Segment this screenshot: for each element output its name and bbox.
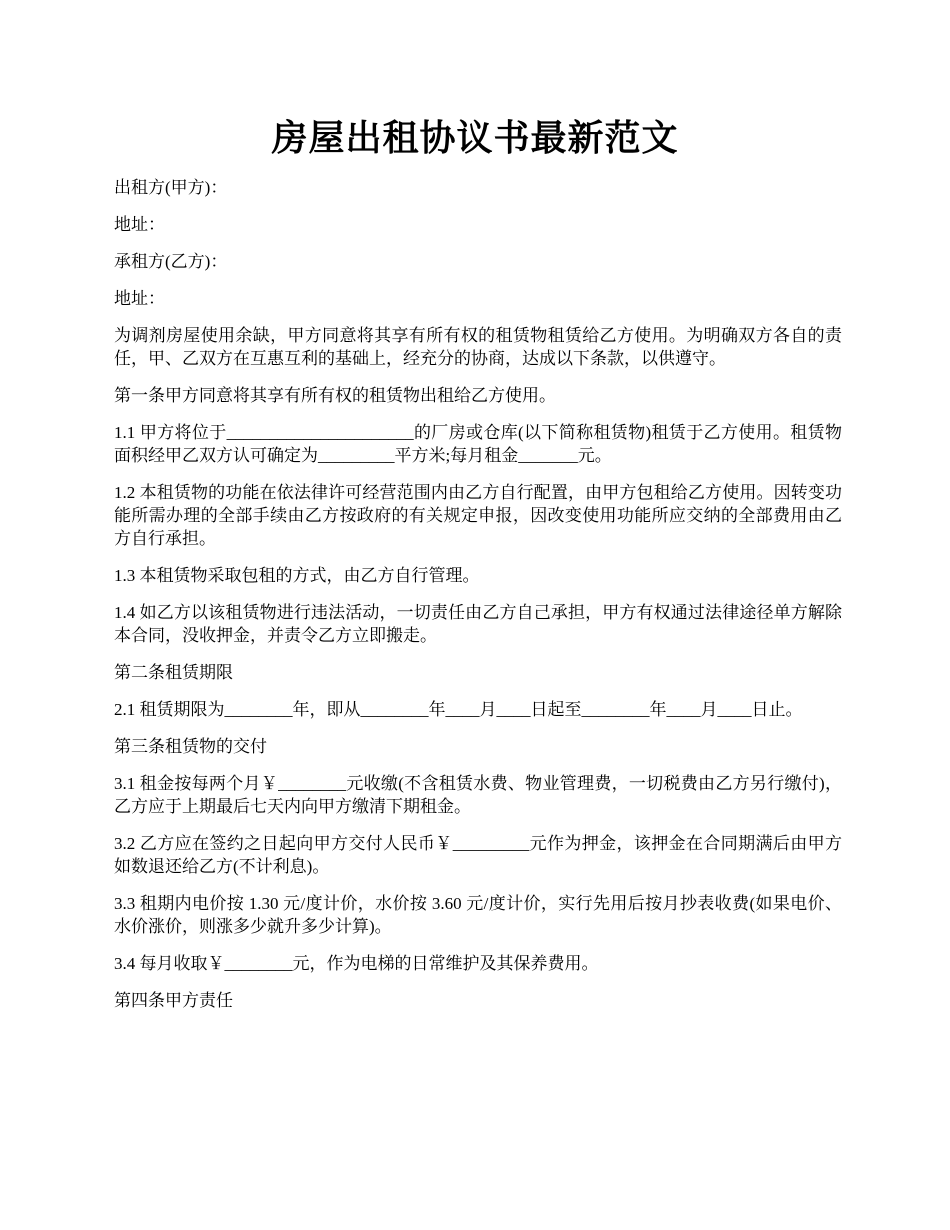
document-body [114, 176, 842, 1026]
clause-3-1: 3.1 租金按每两个月￥________元收缴(不含租赁水费、物业管理费，一切税费由乙方另行缴付)，乙方应于上期最后七天内向甲方缴清下期租金。 [114, 774, 842, 816]
lessee-label: 承租方(乙方)： [114, 252, 228, 271]
clause-1-1: 1.1 甲方将位于______________________的厂房或仓库(以下简称租赁物)租赁于乙方使用。租赁物面积经甲乙双方认可确定为_________平方米;每月租金_______元。 [114, 423, 842, 465]
clause-3-2: 3.2 乙方应在签约之日起向甲方交付人民币￥_________元作为押金，该押金在合同期满后由甲方如数退还给乙方(不计利息)。 [114, 834, 842, 876]
lessor-address-label: 地址： [114, 215, 165, 234]
clause-3-3: 3.3 租期内电价按 1.30 元/度计价，水价按 3.60 元/度计价，实行先用后按月抄表收费(如果电价、水价涨价，则涨多少就升多少计算)。 [114, 894, 842, 936]
clause-1-4: 1.4 如乙方以该租赁物进行违法活动，一切责任由乙方自己承担，甲方有权通过法律途径单方解除本合同，没收押金，并责令乙方立即搬走。 [114, 603, 842, 645]
clause-1-3: 1.3 本租赁物采取包租的方式，由乙方自行管理。 [114, 566, 480, 585]
preamble-paragraph: 为调剂房屋使用余缺，甲方同意将其享有所有权的租赁物租赁给乙方使用。为明确双方各自的责任，甲、乙双方在互惠互利的基础上，经充分的协商，达成以下条款，以供遵守。 [114, 326, 842, 368]
clause-3-4: 3.4 每月收取￥________元，作为电梯的日常维护及其保养费用。 [114, 954, 599, 973]
article-2-heading: 第二条租赁期限 [114, 663, 233, 682]
article-3-heading: 第三条租赁物的交付 [114, 737, 267, 756]
article-1-heading: 第一条甲方同意将其享有所有权的租赁物出租给乙方使用。 [114, 386, 556, 405]
document-title: 房屋出租协议书最新范文 [271, 118, 679, 158]
clause-2-1: 2.1 租赁期限为________年，即从________年____月____日起至________年____月____日止。 [114, 700, 803, 719]
lessee-address-label: 地址： [114, 289, 165, 308]
article-4-heading: 第四条甲方责任 [114, 991, 233, 1010]
lessor-label: 出租方(甲方)： [114, 178, 228, 197]
clause-1-2: 1.2 本租赁物的功能在依法律许可经营范围内由乙方自行配置，由甲方包租给乙方使用。因转变功能所需办理的全部手续由乙方按政府的有关规定申报，因改变使用功能所应交纳的全部费用由乙方自行承担。 [114, 483, 842, 548]
